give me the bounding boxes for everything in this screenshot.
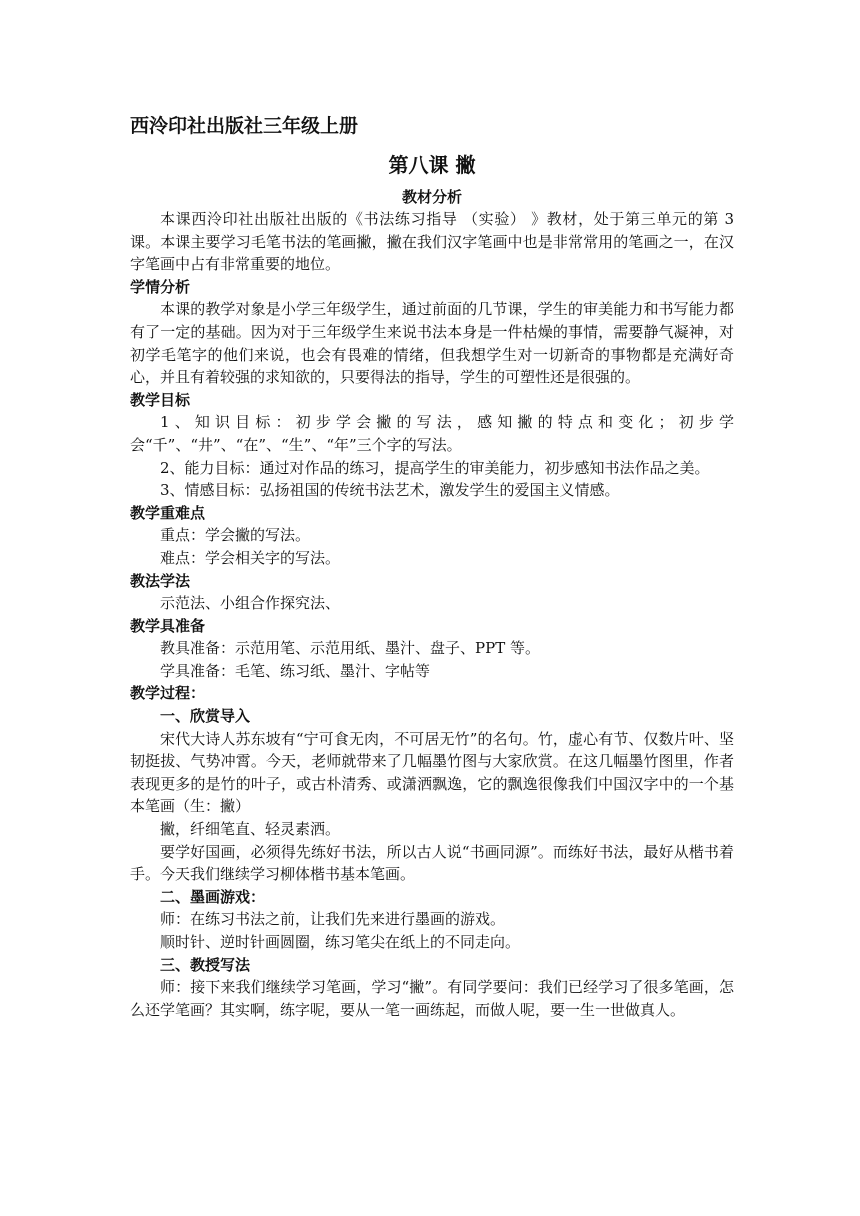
section-heading-key-points: 教学重难点	[130, 503, 206, 522]
paragraph: 撇，纤细笔直、轻灵素洒。	[160, 820, 341, 839]
paragraph: 师：在练习书法之前，让我们先来进行墨画的游戏。	[160, 910, 506, 929]
document-body	[130, 112, 734, 1021]
section-heading-student-analysis: 学情分析	[130, 277, 191, 296]
section-heading-textbook-analysis: 教材分析	[401, 188, 462, 206]
paragraph: 要学好国画，必须得先练好书法，所以古人说“书画同源”。而练好书法，最好从楷书着手。今天我们继续学习柳体楷书基本笔画。	[130, 842, 734, 884]
paragraph: 本课的教学对象是小学三年级学生，通过前面的几节课，学生的审美能力和书写能力都有了一定的基础。因为对于三年级学生来说书法本身是一件枯燥的事情，需要静气凝神，对初学毛笔字的他们来说，也会有畏难的情绪，但我想学生对一切新奇的事物都是充满好奇心，并且有着较强的求知欲的，只要得法的指导，学生的可塑性还是很强的。	[130, 300, 734, 387]
paragraph: 教具准备：示范用笔、示范用纸、墨汁、盘子、PPT 等。	[160, 639, 540, 658]
paragraph: 重点：学会撇的写法。	[160, 526, 311, 545]
section-heading-teaching-goals: 教学目标	[130, 390, 191, 409]
paragraph: 2、能力目标：通过对作品的练习，提高学生的审美能力，初步感知书法作品之美。	[160, 458, 710, 477]
subsection-heading-teaching-method: 三、教授写法	[160, 955, 251, 974]
lesson-title: 第八课 撇	[388, 153, 476, 177]
paragraph: 宋代大诗人苏东坡有“宁可食无肉，不可居无竹”的名句。竹，虚心有节、仅数片叶、坚韧挺拔、气势冲霄。今天，老师就带来了几幅墨竹图与大家欣赏。在这几幅墨竹图里，作者表现更多的是竹的叶子，或古朴清秀、或潇洒飘逸，它的飘逸很像我们中国汉字中的一个基本笔画（生：撇）	[130, 729, 734, 816]
section-heading-methods: 教法学法	[130, 571, 191, 590]
paragraph: 难点：学会相关字的写法。	[160, 548, 341, 567]
paragraph: 3、情感目标：弘扬祖国的传统书法艺术，激发学生的爱国主义情感。	[160, 481, 620, 500]
paragraph: 示范法、小组合作探究法、	[160, 594, 341, 613]
subsection-heading-ink-game: 二、墨画游戏：	[160, 887, 266, 906]
document-header: 西泠印社出版社三年级上册	[130, 115, 359, 137]
subsection-heading-appreciation: 一、欣赏导入	[160, 707, 251, 726]
paragraph: 师：接下来我们继续学习笔画，学习“撇”。有同学要问：我们已经学习了很多笔画，怎么还学笔画？其实啊，练字呢，要从一笔一画练起，而做人呢，要一生一世做真人。	[130, 978, 734, 1019]
section-heading-materials: 教学具准备	[130, 616, 206, 635]
paragraph: 本课西泠印社出版社出版的《书法练习指导 （实验） 》教材，处于第三单元的第 3 课。本课主要学习毛笔书法的笔画撇，撇在我们汉字笔画中也是非常常用的笔画之一，在汉字笔画中占有非常重要的地位。	[130, 210, 734, 274]
section-heading-process: 教学过程：	[130, 684, 206, 703]
paragraph: 学具准备：毛笔、练习纸、墨汁、字帖等	[160, 661, 431, 680]
paragraph: 顺时针、逆时针画圆圈，练习笔尖在纸上的不同走向。	[160, 933, 521, 951]
paragraph: 1、知识目标：初步学会撇的写法，感知撇的特点和变化；初步学会“千”、“井”、“在”、“生”、“年”三个字的写法。	[130, 413, 734, 454]
